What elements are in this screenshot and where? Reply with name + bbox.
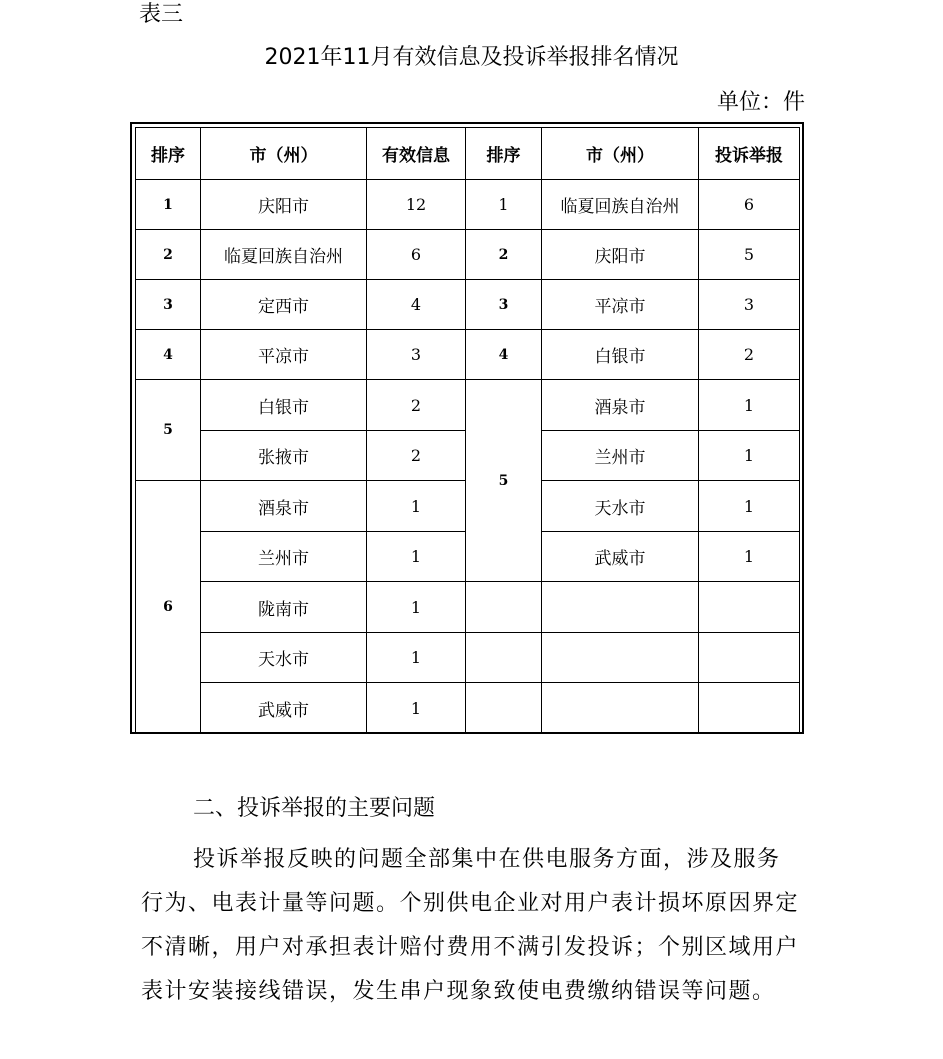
body-paragraph (141, 838, 803, 1014)
ranking-table-frame (130, 122, 804, 734)
right-value: 1 (699, 431, 800, 481)
right-city: 白银市 (542, 330, 699, 380)
right-city: 兰州市 (542, 431, 699, 481)
empty-cell (699, 633, 800, 683)
left-city: 临夏回族自治州 (201, 230, 367, 280)
right-value: 1 (699, 532, 800, 582)
header-rank-right: 排序 (466, 128, 542, 180)
left-city: 酒泉市 (201, 481, 367, 532)
empty-cell (542, 582, 699, 633)
left-value: 3 (367, 330, 466, 380)
left-value: 1 (367, 532, 466, 582)
empty-cell (542, 633, 699, 683)
right-value: 1 (699, 481, 800, 532)
right-value: 2 (699, 330, 800, 380)
table-row (136, 633, 800, 683)
empty-cell (699, 582, 800, 633)
left-value: 1 (367, 683, 466, 734)
left-city: 定西市 (201, 280, 367, 330)
table-row (136, 180, 800, 230)
header-row (136, 128, 800, 180)
right-rank: 4 (466, 330, 542, 380)
header-city-right: 市（州） (542, 128, 699, 180)
header-complaints: 投诉举报 (699, 128, 800, 180)
right-city: 庆阳市 (542, 230, 699, 280)
left-city: 武威市 (201, 683, 367, 734)
left-rank: 1 (136, 180, 201, 230)
left-rank: 2 (136, 230, 201, 280)
right-city: 武威市 (542, 532, 699, 582)
header-valid-info: 有效信息 (367, 128, 466, 180)
right-rank-merged: 5 (466, 380, 542, 582)
left-city: 张掖市 (201, 431, 367, 481)
left-value: 2 (367, 380, 466, 431)
empty-cell (699, 683, 800, 734)
left-rank: 4 (136, 330, 201, 380)
right-value: 3 (699, 280, 800, 330)
empty-cell (466, 633, 542, 683)
right-city: 临夏回族自治州 (542, 180, 699, 230)
right-rank: 2 (466, 230, 542, 280)
left-city: 平凉市 (201, 330, 367, 380)
left-city: 庆阳市 (201, 180, 367, 230)
left-value: 1 (367, 582, 466, 633)
right-value: 1 (699, 380, 800, 431)
right-rank: 1 (466, 180, 542, 230)
left-value: 4 (367, 280, 466, 330)
section-heading: 二、投诉举报的主要问题 (193, 796, 436, 821)
empty-cell (466, 582, 542, 633)
left-value: 1 (367, 633, 466, 683)
table-row (136, 683, 800, 734)
left-value: 6 (367, 230, 466, 280)
right-rank: 3 (466, 280, 542, 330)
left-city: 天水市 (201, 633, 367, 683)
empty-cell (542, 683, 699, 734)
left-city: 陇南市 (201, 582, 367, 633)
left-value: 2 (367, 431, 466, 481)
header-rank-left: 排序 (136, 128, 201, 180)
right-value: 6 (699, 180, 800, 230)
empty-cell (466, 683, 542, 734)
ranking-table (135, 127, 800, 734)
left-rank: 3 (136, 280, 201, 330)
left-city: 兰州市 (201, 532, 367, 582)
table-row (136, 380, 800, 431)
table-row (136, 330, 800, 380)
paragraph-text: 投诉举报反映的问题全部集中在供电服务方面，涉及服务行为、电表计量等问题。个别供电企业对用户表计损坏原因界定不清晰，用户对承担表计赔付费用不满引发投诉；个别区域用户表计安装接线错误，发生串户现象致使电费缴纳错误等问题。 (141, 847, 800, 1004)
table-row (136, 230, 800, 280)
header-city-left: 市（州） (201, 128, 367, 180)
table-row (136, 280, 800, 330)
right-city: 酒泉市 (542, 380, 699, 431)
left-rank-merged: 5 (136, 380, 201, 481)
left-city: 白银市 (201, 380, 367, 431)
document-title: 2021年11月有效信息及投诉举报排名情况 (264, 45, 679, 70)
table-row (136, 582, 800, 633)
table-label: 表三 (139, 2, 184, 27)
right-city: 平凉市 (542, 280, 699, 330)
left-value: 1 (367, 481, 466, 532)
left-value: 12 (367, 180, 466, 230)
left-rank-merged: 6 (136, 481, 201, 734)
right-city: 天水市 (542, 481, 699, 532)
right-value: 5 (699, 230, 800, 280)
unit-label: 单位：件 (716, 90, 805, 115)
